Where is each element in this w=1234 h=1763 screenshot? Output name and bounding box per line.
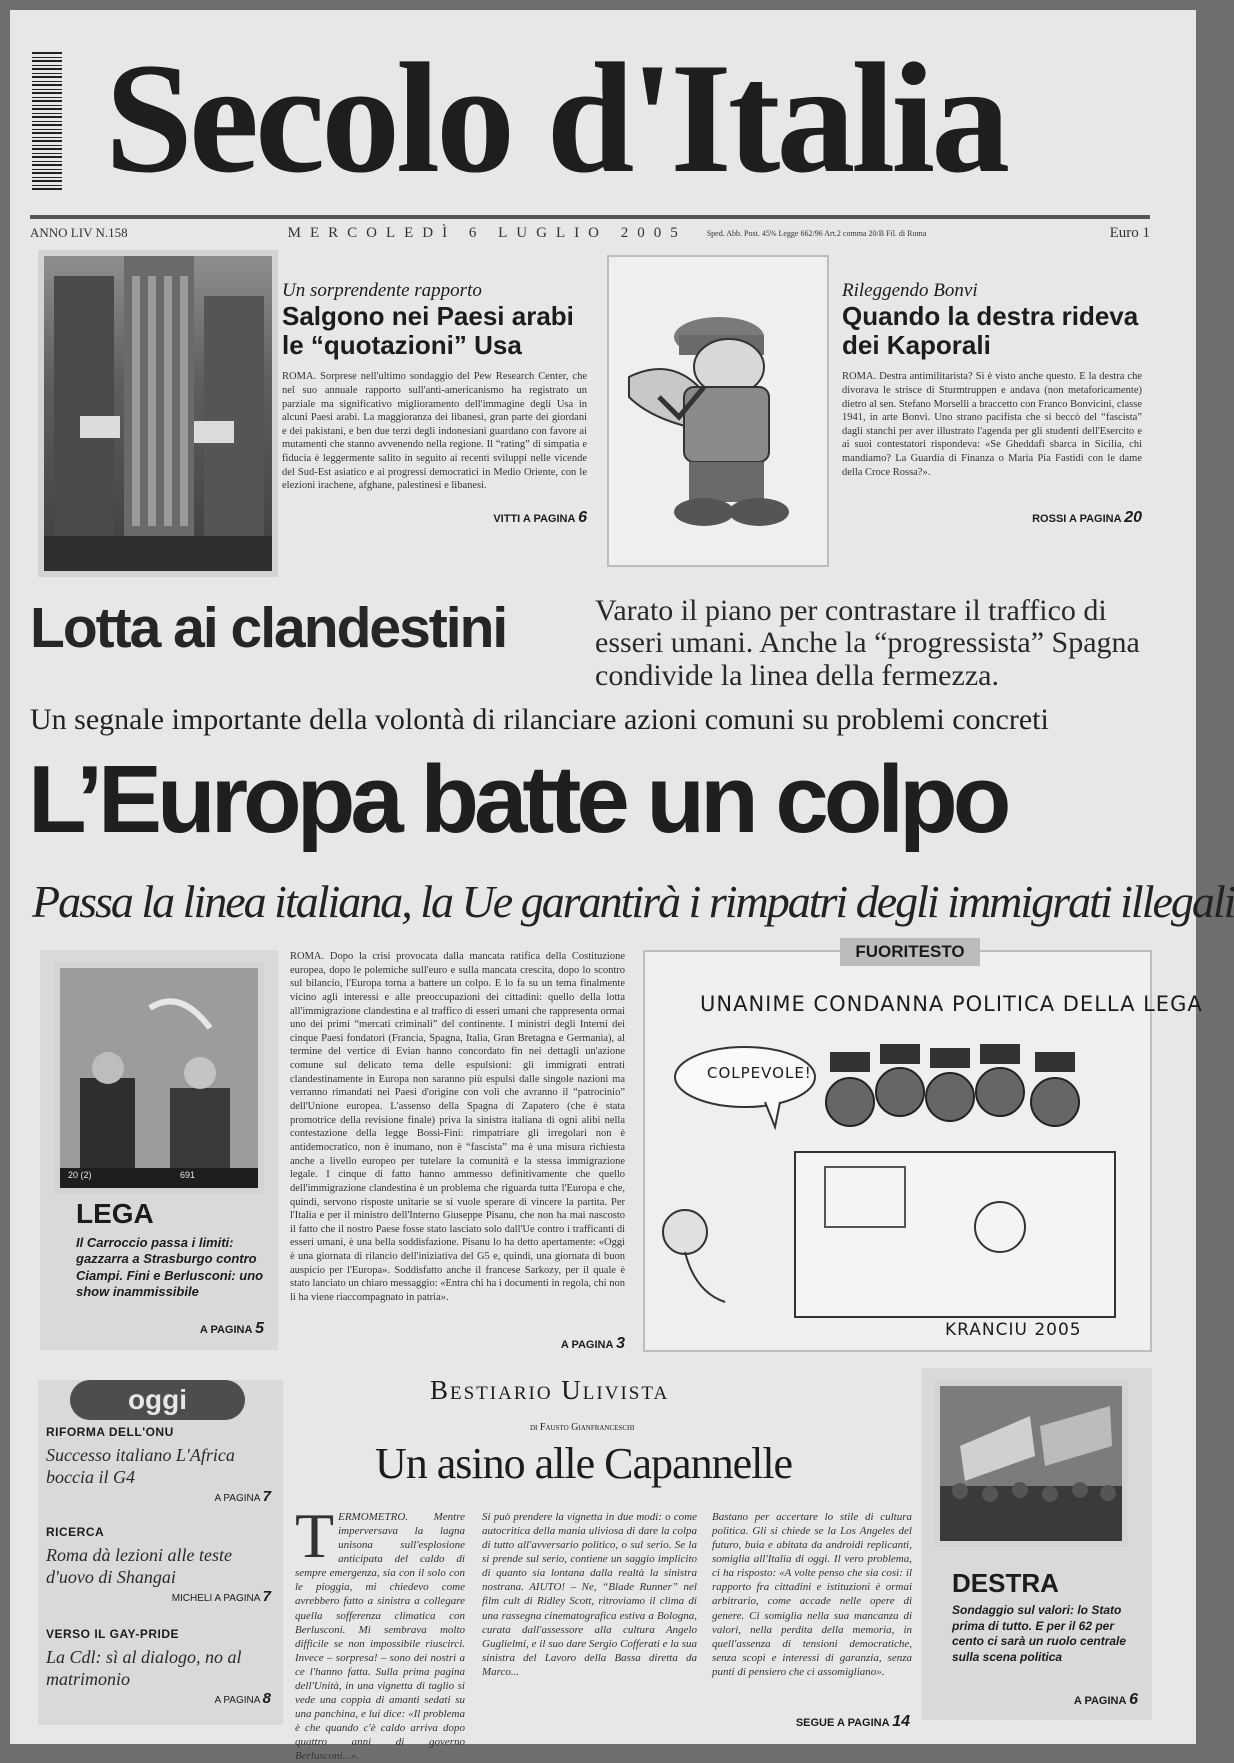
lega-signature: [200, 1320, 264, 1338]
parliament-illustration: [60, 968, 258, 1188]
banner-subtitle: Varato il piano per contrastare il traffico di esseri umani. Anche la “progressista” Spagna condivide la linea della fermezza.: [595, 594, 1140, 692]
banner-title: Lotta ai clandestini: [30, 596, 507, 660]
bestiario-column-3: Bastano per accertare lo stile di cultura politica. Gli si chiede se la Los Angeles del futuro, buia e abitata da androidi replicanti, somiglia all'Italia di oggi. Il vero problema, ci ha risposto: «A volte penso che sia così: il rapporto fra cittadini e istituzioni è ormai arbitrario, come accade nelle opere di genere. Ci somiglia nella sua mancanza di valori, nella perdita della memoria, in quell'assenza di tensioni democratiche, senza scopi e interessi di garanzia, senza punti di pensiero che ci assomigliano».: [712, 1511, 912, 1678]
main-signature: [490, 1335, 625, 1353]
top-right-body: ROMA. Destra antimilitarista? Si è visto anche questo. E la destra che divorava le strisce di Sturmtruppen e andava (non metaforicamente) dietro al sen. Stefano Morselli a braccetto con Franco Bonvicini, classe 1941, in arte Bonvi. Uno strano pacifista che si beccò del “fascista” dagli stanchi per aver illustrato l'agenda per gli studenti dell'Esercito e ai suoi contestatori rispondeva: «Se Gheddafi sbarca in Sicilia, chi mandiamo? La Guardia di Finanza o Maria Pia Fastidi con le dame della Croce Rossa?».: [842, 371, 1142, 478]
top-right-kicker: Rileggendo Bonvi: [842, 280, 978, 301]
lega-page: 5: [255, 1320, 264, 1337]
bestiario-title: Bestiario Ulivista: [430, 1375, 670, 1405]
price: Euro 1: [1109, 224, 1150, 241]
top-left-story: [282, 280, 587, 527]
destra-signature: [1074, 1691, 1138, 1709]
lega-box: [40, 950, 278, 1350]
oggi-text: Roma dà lezioni alle teste d'uovo di Shangai: [46, 1545, 232, 1587]
oggi-section: VERSO IL GAY-PRIDE: [46, 1627, 180, 1641]
dropcap: T: [295, 1500, 335, 1571]
fuoritesto-label: FUORITESTO: [840, 938, 980, 966]
oggi-items: [46, 1425, 271, 1727]
oggi-page-label: MICHELI A PAGINA: [171, 1593, 260, 1605]
top-left-body: ROMA. Sorprese nell'ultimo sondaggio del Pew Research Center, che nel suo annuale rapporto sull'anti-americanismo ha registrato un parziale ma significativo miglioramento dell'immagine degli Usa in alcuni Paesi arabi. La maggioranza dei libanesi, gran parte dei giordani e dei pakistani, e ben due terzi degli indonesiani guardano con favore ai mutamenti che stanno avvenendo nella regione. Il “rating” di simpatia e fiducia è leggermente salito in seguito ai recenti sviluppi nelle vicende del Sud-Est asiatico e ai progressi democratici in Medio Oriente, con le elezioni irachene, afghane, palestinesi e libanesi.: [282, 371, 587, 492]
top-left-page: 6: [578, 509, 587, 527]
oggi-section: RICERCA: [46, 1525, 105, 1539]
cartoon-balloon: COLPEVOLE!: [707, 1064, 812, 1082]
cartoon-caption: UNANIME CONDANNA POLITICA DELLA LEGA: [700, 992, 1203, 1016]
destra-title: DESTRA: [952, 1568, 1059, 1598]
top-right-page: 20: [1124, 509, 1142, 527]
bestiario-sig-text: SEGUE A PAGINA: [795, 1717, 890, 1729]
main-headline: L’Europa batte un colpo: [28, 746, 1007, 853]
top-left-headline: Salgono nei Paesi arabi le “quotazioni” Usa: [282, 301, 574, 361]
scoreboard-right: 691: [180, 1170, 196, 1180]
bestiario-byline: di Fausto Gianfranceschi: [530, 1422, 635, 1433]
destra-page: 6: [1129, 1691, 1138, 1708]
soldier-cartoon-illustration: [609, 257, 827, 565]
issue-date: MERCOLEDÌ 6 LUGLIO 2005: [287, 224, 687, 241]
lega-sig-text: A PAGINA: [199, 1324, 253, 1336]
destra-box: [922, 1368, 1152, 1720]
lega-text: Il Carroccio passa i limiti: gazzarra a Strasburgo contro Ciampi. Fini e Berlusconi: uno show inammissibile: [76, 1235, 264, 1299]
bestiario-headline: Un asino alle Capannelle: [375, 1439, 793, 1488]
destra-photo: [934, 1380, 1128, 1547]
destra-text: Sondaggio sul valori: lo Stato prima di tutto. E per il 62 per cento ci sarà un ruolo centrale sulla scena politica: [952, 1603, 1127, 1664]
top-left-signature: [282, 509, 587, 527]
bestiario-col1-text: ERMOMETRO. Mentre imperversava la lagna unisona sull'esplosione anticipata del caldo di sempre emergenza, sia con il solo con le pioggia, mi chiedevo come avrebbero fatto a sinistra a collegare quella sofferenza climatica con Berlusconi. Mi sembrava molto difficile se non impossibile riuscirci. Invece – sorpresa! – sono dei nostri a ce l'hanno fatta. Sulla prima pagina dell'Unità, in una vignetta di taglio si vede una coppia di amanti sedati su una panchina, e lui dice: «Il problema è che quando c'è caldo arriva dopo quattro anni di governo Berlusconi...».: [295, 1511, 465, 1763]
top-left-kicker: Un sorprendente rapporto: [282, 280, 482, 301]
bestiario-page: 14: [892, 1713, 910, 1730]
oggi-item: [46, 1525, 271, 1627]
oggi-text: Successo italiano L'Africa boccia il G4: [46, 1445, 235, 1487]
oggi-page-number: 7: [262, 1588, 271, 1606]
lega-photo: [54, 962, 264, 1194]
bestiario-signature: [750, 1713, 910, 1731]
newspaper-page: [10, 10, 1234, 1763]
bestiario-column-1: [295, 1500, 465, 1763]
top-right-signature: [842, 509, 1142, 527]
oggi-page-label: A PAGINA: [214, 1493, 260, 1505]
oggi-item: [46, 1627, 271, 1727]
main-body: ROMA. Dopo la crisi provocata dalla mancata ratifica della Costituzione europea, dopo le polemiche sull'euro e sulla mancata crescita, dopo lo scontro sul bilancio, l'Europa torna a battere un colpo. E lo fa su un tema finalmente vicino agli interessi e alle preoccupazioni dei cittadini: quello della lotta all'immigrazione clandestina e al traffico di esseri umani che rappresenta ormai uno dei primi “mercati criminali” del continente. I ministri degli Interni dei cinque Paesi fondatori (Francia, Spagna, Italia, Gran Bretagna e Germania), al termine del vertice di Evian hanno concordato fin nei dettagli un'azione comune sul delicato tema delle espulsioni: gli immigrati entrati clandestinamente in Europa non saranno più espulsi dalle singole nazioni ma verranno rimandati nei Paesi d'origine con voli che avranno il “patrocinio” dell'Unione europea. L'assenso della Spagna di Zapatero (che è stata promotrice della revisione finale) priva la sinistra italiana di ogni alibi nella contestazione della legge Bossi-Fini: rimpatriare gli irregolari non è antidemocratico, non è inumano, non è “fascista” ma è una misura richiesta anche a livello europeo per tutelare la comunità e la stessa immigrazione legale. I cinque di fatto hanno ammesso definitivamente che quello dell'immigrazione clandestina è un problema che riguarda tutta l'Europa e che, quindi, servono risposte unitarie se si vuole sperare di vincere la partita. Per l'Italia e per il ministro dell'Interno Giuseppe Pisanu, che non ha mai nascosto il fatto che il nostro Paese fosse stato lasciato solo dall'Ue contro i trafficanti di esseri umani, è una bella soddisfazione. Pisanu lo ha detto apertamente: «Oggi è una giornata di rilancio dell'iniziativa del G5 e, quindi, una giornata di buon auspicio per l'Europa». Soddisfatto anche il francese Sarkozy, per il quale è stato lanciato un chiaro messaggio: «Entra chi ha i documenti in regola, chi non li ha viene riaccompagnato in patria».: [290, 951, 625, 1304]
bestiario-column-2: Si può prendere la vignetta in due modi: o come autocritica della mania uliviosa di dare la colpa di tutto all'avversario politico, o sul serio. Se la si prende sul serio, contiene un saggio implicito di quanto sia lontana dalla realtà la sinistra nostrana. AIUTO! – Ne, “Blade Runner” nel film cult di Ridley Scott, ritroviamo il clima di una rassegna cinematografica estiva a Bologna, curata dall'assessore alla cultura Angelo Guglielmi, e il suo dare Sergio Cofferati e la sua sinistra del Lavoro della Bassa diretta da Marco...: [482, 1511, 697, 1678]
cartoon-signature: KRANCIU 2005: [945, 1320, 1082, 1340]
masthead-title: Secolo d'Italia: [105, 31, 1007, 206]
main-page: 3: [616, 1335, 625, 1352]
oggi-text: La Cdl: sì al dialogo, no al matrimonio: [46, 1647, 242, 1689]
oggi-page-label: A PAGINA: [214, 1695, 260, 1707]
fuoritesto-cartoon: [643, 950, 1203, 1352]
scoreboard-left: 20 (2): [68, 1170, 92, 1180]
postal-note: Sped. Abb. Post. 45% Legge 662/96 Art.2 comma 20/B Fil. di Roma: [706, 228, 927, 238]
oggi-page-number: 8: [262, 1690, 271, 1708]
main-overline: Un segnale importante della volontà di rilanciare azioni comuni su problemi concreti: [30, 703, 1049, 736]
skyline-photo: [38, 250, 278, 577]
top-right-headline: Quando la destra rideva dei Kaporali: [842, 301, 1139, 361]
barcode: [32, 50, 62, 190]
oggi-page: [46, 1588, 271, 1605]
top-left-sig-text: VITTI A PAGINA: [493, 513, 576, 526]
issue-number: ANNO LIV N.158: [30, 225, 128, 240]
oggi-page-number: 7: [262, 1488, 271, 1506]
oggi-section: RIFORMA DELL'ONU: [46, 1425, 174, 1439]
top-right-sig-text: ROSSI A PAGINA: [1032, 513, 1122, 526]
destra-sig-text: A PAGINA: [1073, 1695, 1127, 1707]
rally-illustration: [940, 1386, 1122, 1541]
main-sig-text: A PAGINA: [560, 1339, 614, 1351]
oggi-page: [46, 1488, 271, 1505]
date-bar: [30, 215, 1150, 247]
oggi-page: [46, 1690, 271, 1707]
bonvi-cartoon: [607, 255, 829, 567]
top-right-story: [842, 280, 1142, 527]
skyline-illustration: [44, 256, 272, 571]
main-subheadline: Passa la linea italiana, la Ue garantirà i rimpatri degli immigrati illegali: [32, 876, 1234, 927]
oggi-label: oggi: [70, 1380, 245, 1420]
oggi-item: [46, 1425, 271, 1525]
politicians-cartoon-illustration: [645, 952, 1150, 1350]
lega-title: LEGA: [76, 1198, 154, 1229]
